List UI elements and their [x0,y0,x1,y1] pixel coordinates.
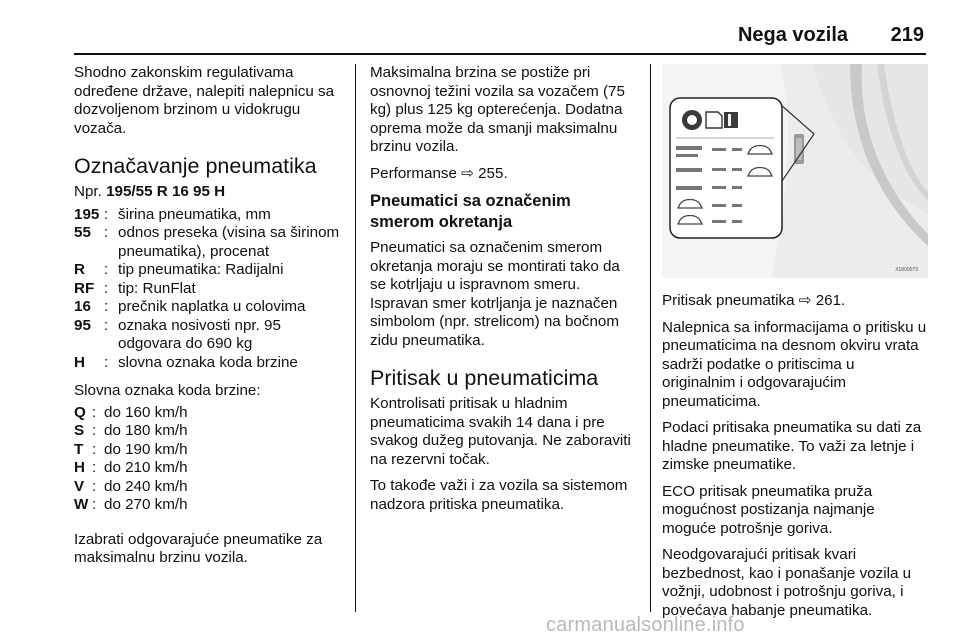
intro-paragraph: Shodno zakonskim regulativama određene države, nalepiti nalepnicu sa dozvoljenom brzinom u vidokrugu vozača. [74,64,335,137]
door-frame-label-illustration [662,64,928,278]
speed-code-row [74,422,346,441]
tyre-pressure-label-figure [662,64,928,278]
check-pressure-paragraph: Kontrolisati pritisak u hladnim pneumaticima svakih 14 dana i pre svakog dužeg putovanja. Ne zaboraviti na rezervni točak. [370,395,631,468]
definition-value: prečnik naplatka u colovima [118,298,306,315]
cold-tyre-paragraph: Podaci pritisaka pneumatika su dati za hladne pneumatike. To važi za letnje i zimske pneumatike. [662,419,922,473]
definition-value: tip pneumatika: Radijalni [118,261,284,278]
page-number: 219 [890,24,924,46]
definition-separator: : [104,279,109,297]
speed-code-value: do 160 km/h [104,403,188,421]
column-2 [370,64,636,522]
speed-code-key: Q [74,403,86,421]
speed-code-key: H [74,459,85,476]
speed-code-value: do 270 km/h [104,496,188,513]
definition-value: slovna oznaka koda brzine [118,353,298,371]
definition-key: RF [74,279,95,297]
definition-separator: : [104,261,109,278]
speed-code-row [74,441,346,460]
directional-tyres-paragraph: Pneumatici sa označenim smerom okretanja moraju se montirati tako da se kotrljaju u ispravnom smeru. Ispravan smer kotrljanja je naznačen simbolom (npr. strelicom) na bočnom zidu pneumatika. [370,239,620,349]
speed-code-value: do 240 km/h [104,477,188,495]
closing-paragraph: Izabrati odgovarajuće pneumatike za maksimalnu brzinu vozila. [74,530,323,566]
speed-code-value: do 180 km/h [104,422,188,439]
definition-key: 95 [74,316,91,334]
definition-row [74,280,346,299]
speed-code-row [74,459,346,478]
definition-row [74,261,346,280]
speed-code-row [74,404,346,423]
column-divider-1 [355,64,356,612]
definition-separator: : [104,224,109,241]
tyre-marking-heading: Označavanje pneumatika [74,154,317,178]
definition-value: odnos preseka (visina sa širinom pneumatika), procenat [118,224,340,260]
definition-row [74,317,346,354]
speed-code-separator: : [92,496,97,513]
column-1 [74,64,346,576]
example-code: 195/55 R 16 95 H [106,183,226,200]
section-title: Nega vozila [737,24,848,46]
header-rule [74,53,926,55]
speed-code-list [74,404,346,515]
speed-code-separator: : [92,459,97,476]
definition-key: H [74,353,85,371]
figure-code: X1800079 [895,267,918,273]
definition-key: R [74,261,85,278]
definition-row [74,298,346,317]
definition-separator: : [104,316,109,334]
column-divider-2 [650,64,651,612]
definition-value: oznaka nosivosti npr. 95 odgovara do 690 kg [118,316,281,352]
speed-code-separator: : [92,422,97,439]
speed-code-separator: : [92,440,97,458]
speed-code-key: T [74,440,84,458]
speed-code-key: V [74,477,85,495]
definition-separator: : [104,205,109,223]
definition-value: tip: RunFlat [118,279,196,297]
definition-row [74,224,346,261]
tyre-pressure-heading: Pritisak u pneumaticima [370,366,599,390]
tyre-code-definitions [74,206,346,373]
watermark: carmanualsonline.info [546,614,745,636]
definition-row [74,206,346,225]
performance-ref: Performanse ⇨ 255. [370,164,508,182]
definition-separator: : [104,298,109,315]
label-info-paragraph: Nalepnica sa informacijama o pritisku u pneumaticima na desnom okviru vrata sadrži podatke o pritiscima u originalnim i odgovarajućim pneumaticima. [662,318,927,410]
definition-key: 195 [74,205,100,223]
speed-code-value: do 210 km/h [104,459,188,476]
example-line [74,183,346,202]
definition-separator: : [104,353,109,371]
max-speed-paragraph: Maksimalna brzina se postiže pri osnovnoj težini vozila sa vozačem (75 kg) plus 125 kg opterećenja. Dodatna oprema može da smanji maksimalnu brzinu vozila. [370,64,625,155]
tyre-pressure-ref: Pritisak pneumatika ⇨ 261. [662,292,846,309]
definition-key: 16 [74,298,91,315]
speed-intro: Slovna oznaka koda brzine: [74,382,261,399]
speed-code-row [74,478,346,497]
speed-code-separator: : [92,403,97,421]
definition-key: 55 [74,224,91,241]
speed-code-key: W [74,496,89,513]
eco-pressure-paragraph: ECO pritisak pneumatika pruža mogućnost postizanja najmanje moguće potrošnje goriva. [662,482,875,537]
page-header [0,0,960,56]
speed-code-value: do 190 km/h [104,440,188,458]
definition-row [74,354,346,373]
definition-value: širina pneumatika, mm [118,205,271,223]
directional-tyres-heading: Pneumatici sa označenim smerom okretanja [370,192,571,231]
example-prefix: Npr. [74,183,107,200]
column-3 [662,64,928,628]
speed-code-separator: : [92,477,97,495]
monitoring-paragraph: To takođe važi i za vozila sa sistemom nadzora pritiska pneumatika. [370,477,628,513]
speed-code-key: S [74,422,85,439]
speed-code-row [74,496,346,515]
incorrect-pressure-paragraph: Neodgovarajući pritisak kvari bezbednost, kao i ponašanje vozila u vožnji, udobnost i potrošnju goriva, i povećava habanje pneumatika. [662,546,912,619]
